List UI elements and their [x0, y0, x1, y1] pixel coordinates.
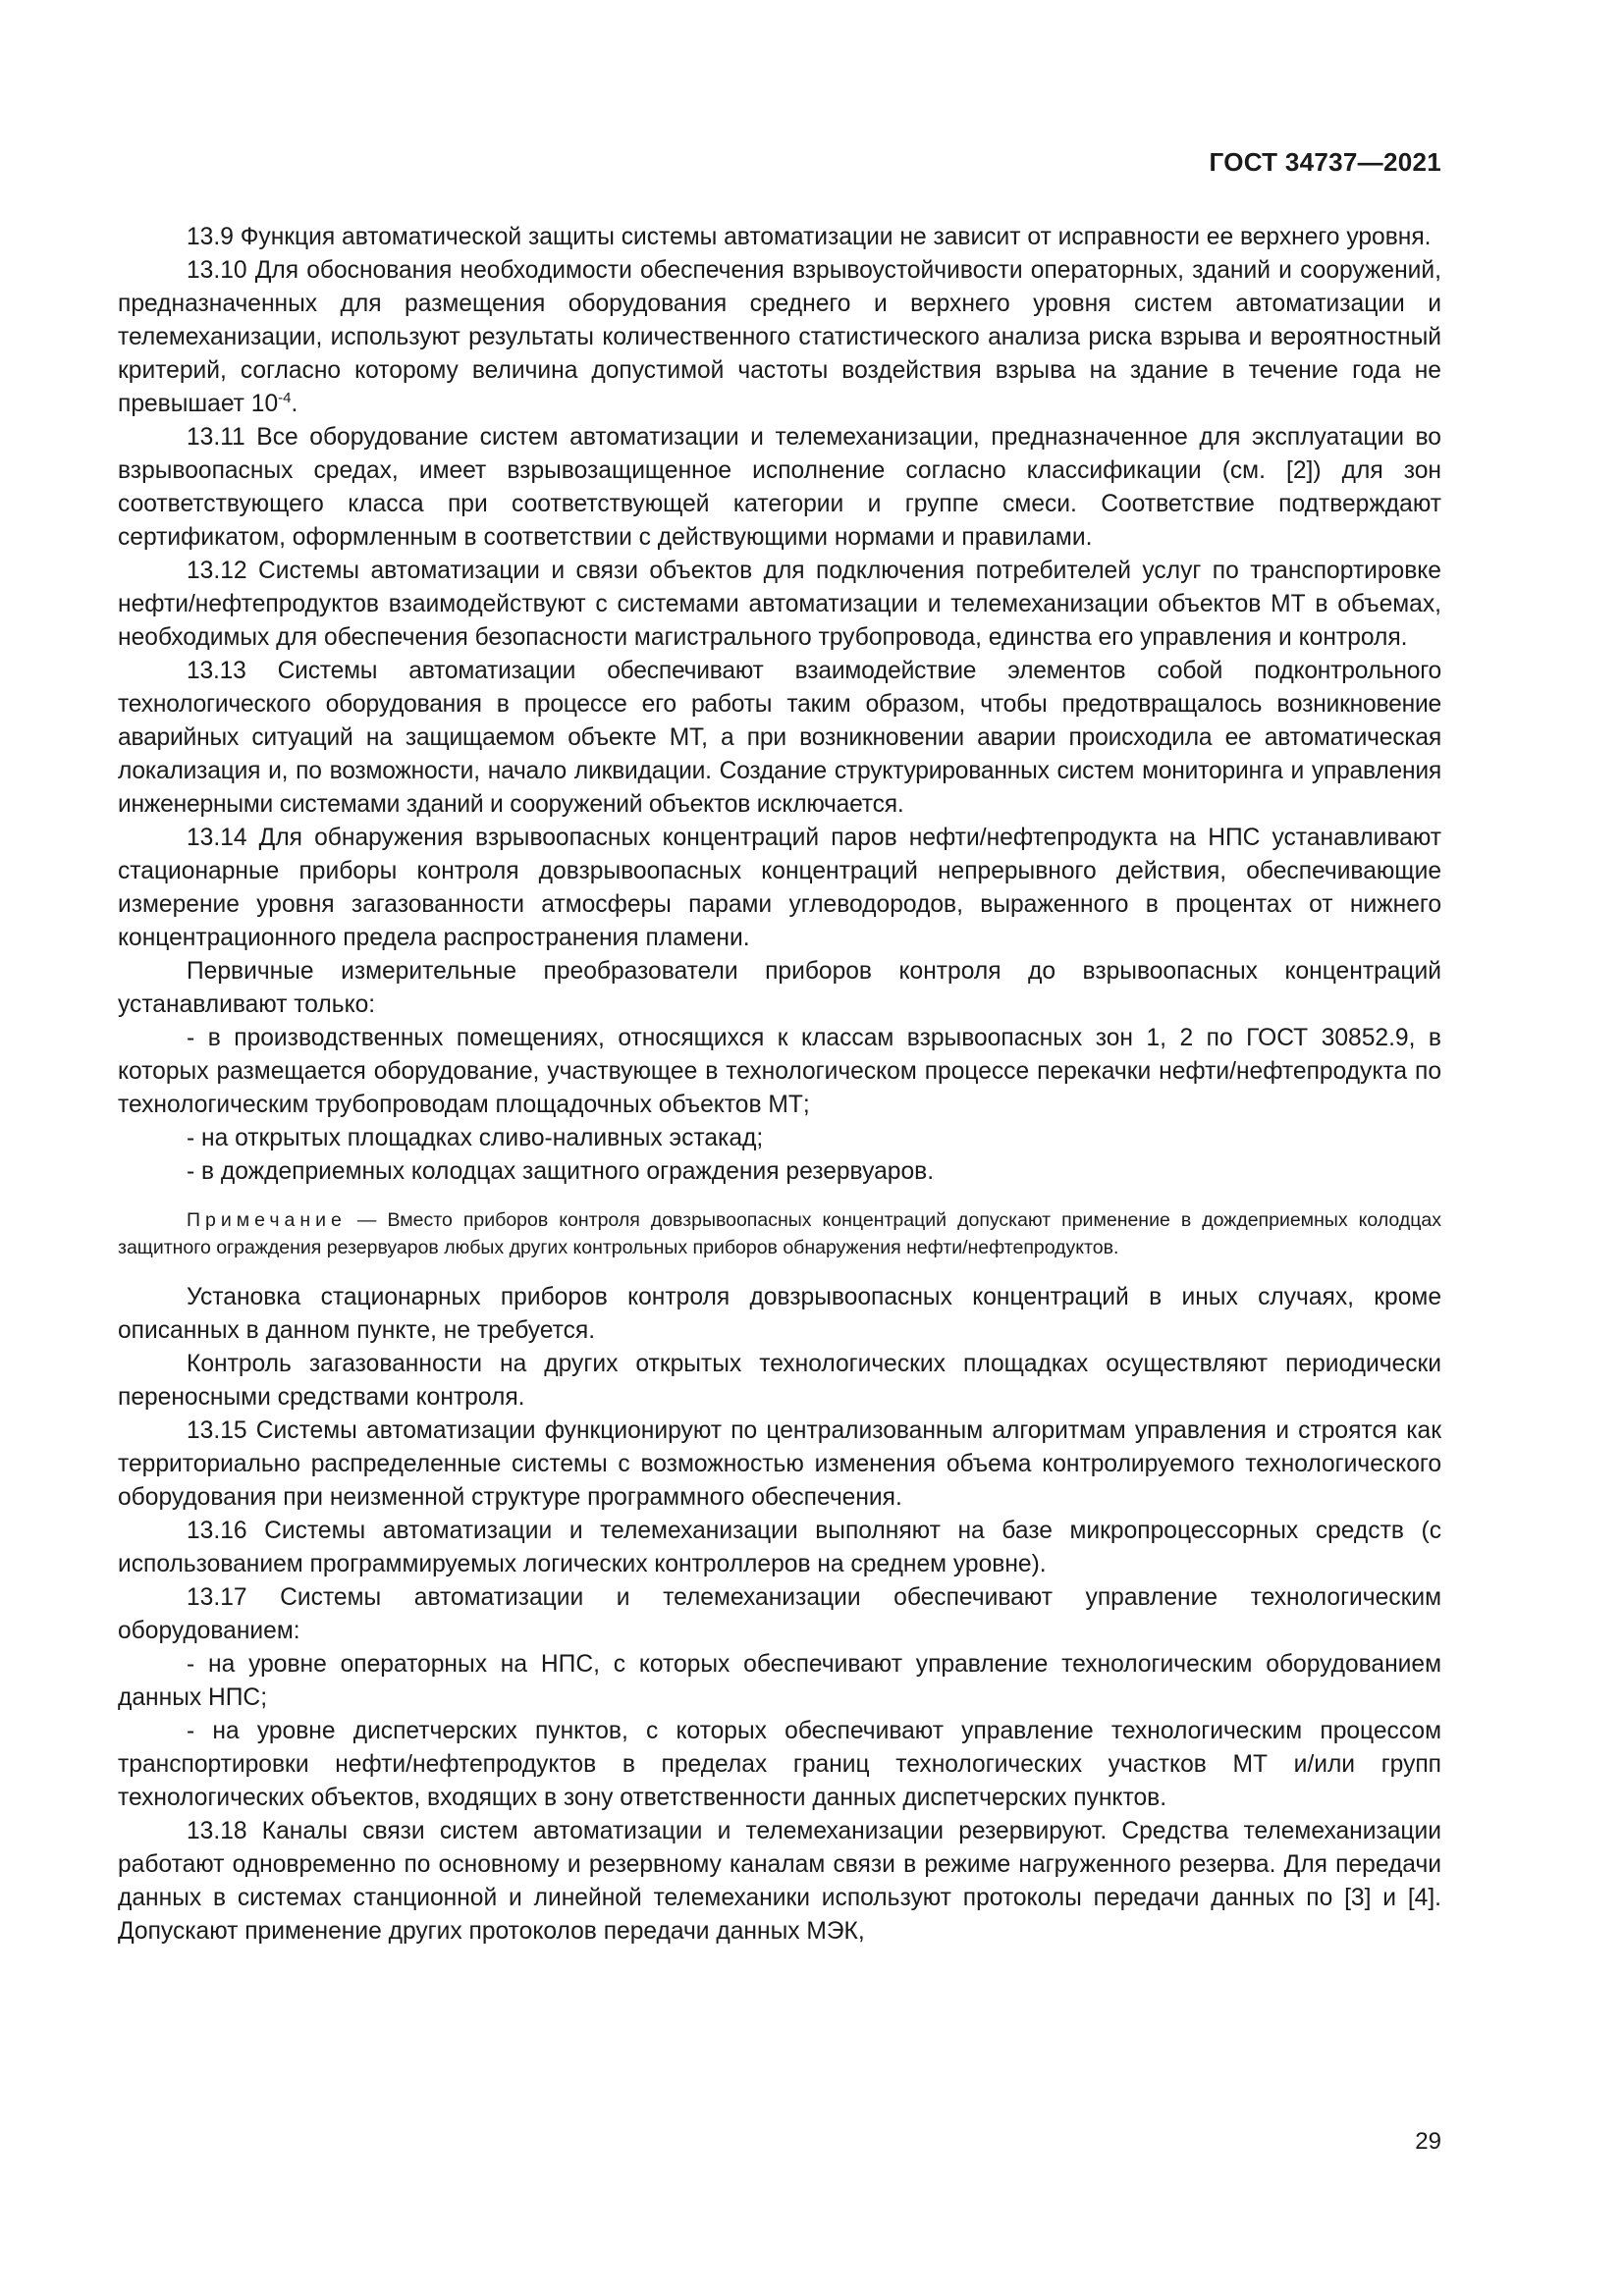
list-item: - в производственных помещениях, относящихся к классам взрывоопасных зон 1, 2 по ГОСТ 30852.9, в которых размещается оборудование, участвующее в технологическом процессе перекачки нефти/нефтепродукта по технологическим трубопроводам площадочных объектов МТ; [118, 1025, 1441, 1118]
paragraph-13-18: 13.18 Каналы связи систем автоматизации и телемеханизации резервируют. Средства телемеханизации работают одновременно по основному и резервному каналам связи в режиме нагруженного резерва. Для передачи данных в системах станционной и линейной телемеханики используют протоколы передачи данных по [3] и [4]. Допускают применение других протоколов передачи данных МЭК, [118, 1818, 1441, 1945]
paragraph-13-12: 13.12 Системы автоматизации и связи объектов для подключения потребителей услуг по транспортировке нефти/нефтепродуктов взаимодействуют с системами автоматизации и телемеханизации объектов МТ в объемах, необходимых для обеспечения безопасности магистрального трубопровода, единства его управления и контроля. [118, 558, 1441, 651]
exponent: -4 [278, 390, 292, 406]
page-number: 29 [1415, 2128, 1441, 2155]
list-item: - на уровне диспетчерских пунктов, с которых обеспечивают управление технологическим процессом транспортировки нефти/нефтепродуктов в пределах границ технологических участков МТ и/или групп технологических объектов, входящих в зону ответственности данных диспетчерских пунктов. [118, 1718, 1441, 1811]
note-block [118, 1206, 1441, 1261]
paragraph-13-9: 13.9 Функция автоматической защиты системы автоматизации не зависит от исправности ее верхнего уровня. [187, 224, 1432, 250]
paragraph-primary-sensors: Первичные измерительные преобразователи приборов контроля до взрывоопасных концентраций устанавливают только: [118, 958, 1441, 1018]
paragraph-13-11: 13.11 Все оборудование систем автоматизации и телемеханизации, предназначенное для эксплуатации во взрывоопасных средах, имеет взрывозащищенное исполнение согласно классификации (см. [2]) для зон соответствующего класса при соответствующей категории и группе смеси. Соответствие подтверждают сертификатом, оформленным в соответствии с действующими нормами и правилами. [118, 424, 1441, 551]
paragraph-13-10 [118, 254, 1441, 421]
paragraph-13-17: 13.17 Системы автоматизации и телемеханизации обеспечивают управление технологическим оборудованием: [118, 1584, 1441, 1644]
paragraph-installation: Установка стационарных приборов контроля довзрывоопасных концентраций в иных случаях, кроме описанных в данном пункте, не требуется. [118, 1284, 1441, 1344]
paragraph-13-10-end: . [291, 391, 298, 417]
list-item: - на уровне операторных на НПС, с которых обеспечивают управление технологическим оборудованием данных НПС; [118, 1651, 1441, 1711]
list-item: - в дождеприемных колодцах защитного ограждения резервуаров. [187, 1158, 935, 1185]
paragraph-13-16: 13.16 Системы автоматизации и телемеханизации выполняют на базе микропроцессорных средств (с использованием программируемых логических контроллеров на среднем уровне). [118, 1518, 1441, 1577]
document-body [118, 221, 1441, 1949]
paragraph-13-10-text: 13.10 Для обоснования необходимости обеспечения взрывоустойчивости операторных, зданий и сооружений, предназначенных для размещения оборудования среднего и верхнего уровня систем автоматизации и телемеханизации, используют результаты количественного статистического анализа риска взрыва и вероятностный критерий, согласно которому величина допустимой частоты воздействия взрыва на здание в течение года не превышает 10 [118, 257, 1441, 417]
paragraph-13-15: 13.15 Системы автоматизации функционируют по централизованным алгоритмам управления и строятся как территориально распределенные системы с возможностью изменения объема контролируемого технологического оборудования при неизменной структуре программного обеспечения. [118, 1417, 1441, 1511]
note-label: Примечание [187, 1209, 347, 1231]
paragraph-13-14: 13.14 Для обнаружения взрывоопасных концентраций паров нефти/нефтепродукта на НПС устанавливают стационарные приборы контроля довзрывоопасных концентраций непрерывного действия, обеспечивающие измерение уровня загазованности атмосферы парами углеводородов, выраженного в процентах от нижнего концентрационного предела распространения пламени. [118, 825, 1441, 951]
note-text: — Вместо приборов контроля довзрывоопасных концентраций допускают применение в дождеприемных колодцах защитного ограждения резервуаров любых других контрольных приборов обнаружения нефти/нефтепродуктов. [118, 1209, 1441, 1258]
document-header: ГОСТ 34737—2021 [1209, 147, 1441, 177]
list-item: - на открытых площадках сливо-наливных эстакад; [187, 1125, 764, 1151]
paragraph-gas-control: Контроль загазованности на других открытых технологических площадках осуществляют периодически переносными средствами контроля. [118, 1351, 1441, 1411]
paragraph-13-13: 13.13 Системы автоматизации обеспечивают взаимодействие элементов собой подконтрольного технологического оборудования в процессе его работы таким образом, чтобы предотвращалось возникновение аварийных ситуаций на защищаемом объекте МТ, а при возникновении аварии происходила ее автоматическая локализация и, по возможности, начало ликвидации. Создание структурированных систем мониторинга и управления инженерными системами зданий и сооружений объектов исключается. [118, 658, 1441, 818]
